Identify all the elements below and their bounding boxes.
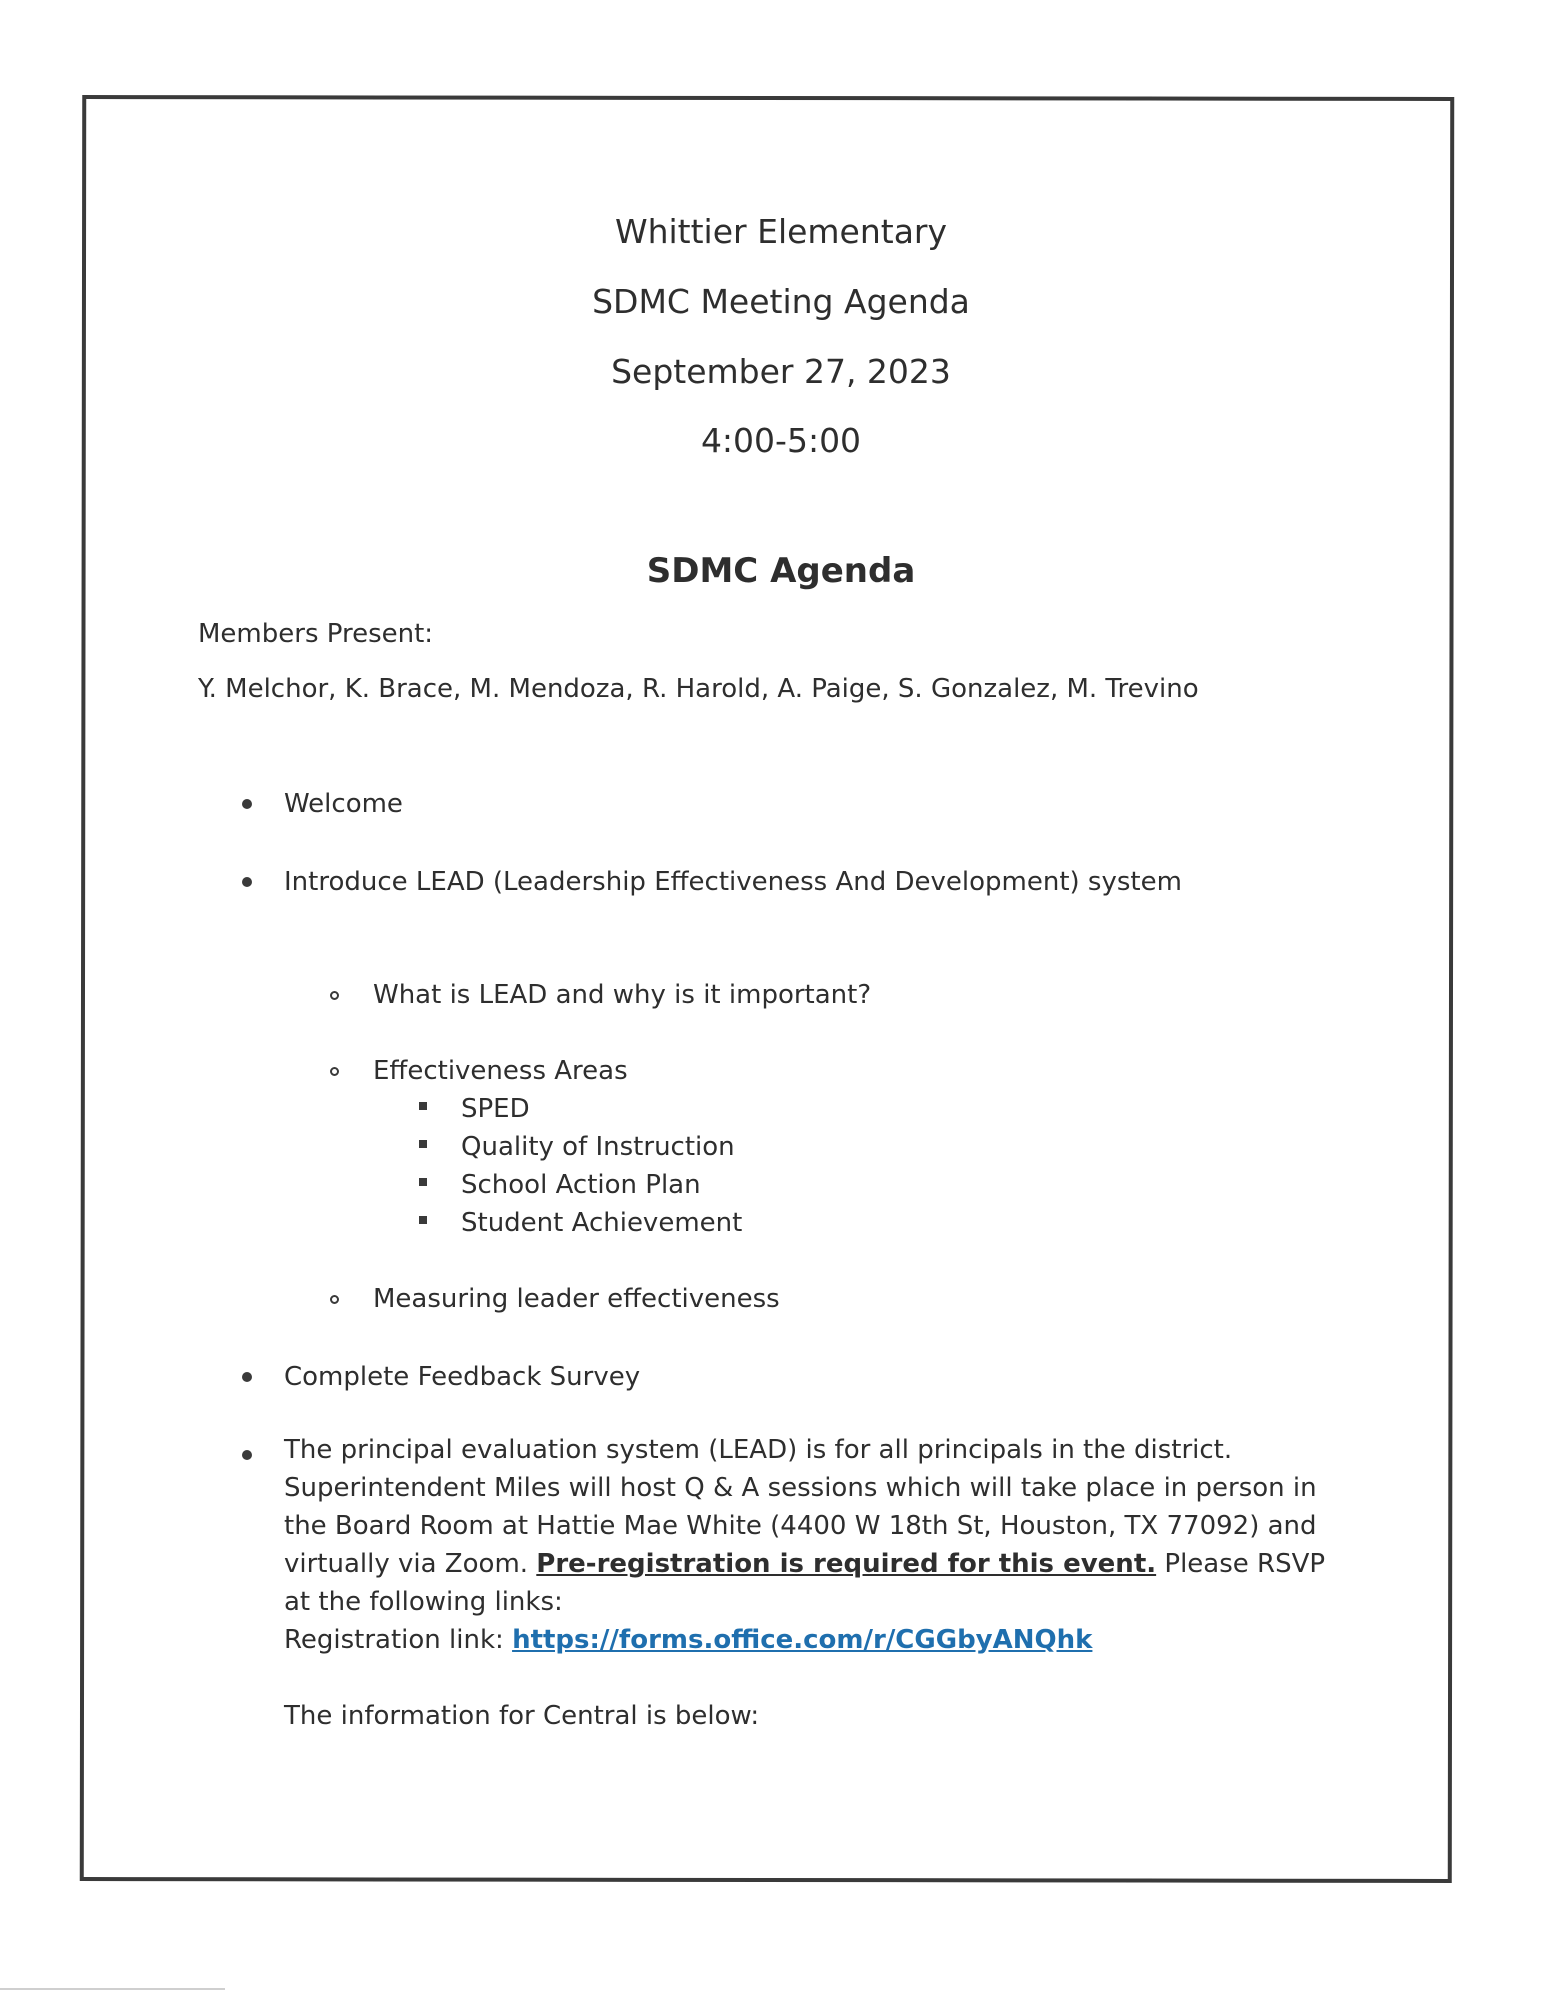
bullet-disc-icon <box>242 799 252 809</box>
registration-link[interactable]: https://forms.office.com/r/CGGbyANQhk <box>512 1625 1093 1655</box>
registration-label: Registration link: <box>284 1625 513 1655</box>
members-names: Y. Melchor, K. Brace, M. Mendoza, R. Harold, A. Paige, S. Gonzalez, M. Trevino <box>198 674 1199 704</box>
bullet-circle-icon <box>330 1295 339 1304</box>
school-name: Whittier Elementary <box>614 212 948 251</box>
bullet-square-icon <box>419 1216 427 1224</box>
item-introduce-lead: Introduce LEAD (Leadership Effectiveness And Development) system <box>284 867 1182 897</box>
lead-info-paragraph <box>284 1431 1344 1735</box>
lead-info-text: The principal evaluation system (LEAD) is for all principals in the district. Superintendent Miles will host Q & A sessions which will take place in person in the Board Room at Hattie Mae White (4400 W 18th St, Houston, TX 77092) and virtually via Zoom. <box>284 1435 1317 1579</box>
bullet-disc-icon <box>242 877 252 887</box>
agenda-title: SDMC Agenda <box>646 551 916 591</box>
bullet-circle-icon <box>330 991 339 1000</box>
meeting-time: 4:00-5:00 <box>700 421 862 460</box>
meeting-date: September 27, 2023 <box>611 352 951 391</box>
members-label: Members Present: <box>198 619 434 649</box>
item-feedback-survey: Complete Feedback Survey <box>284 1362 641 1392</box>
bullet-square-icon <box>419 1178 427 1186</box>
meeting-title: SDMC Meeting Agenda <box>592 282 970 321</box>
scan-artifact-line <box>0 1988 225 1990</box>
rsvp-text: Please RSVP at the following links: <box>284 1549 1326 1617</box>
bullet-disc-icon <box>242 1450 252 1460</box>
area-item: Quality of Instruction <box>461 1132 735 1162</box>
pre-registration-notice: Pre-registration is required for this event. <box>536 1549 1157 1579</box>
bullet-circle-icon <box>330 1067 339 1076</box>
central-info-note: The information for Central is below: <box>284 1701 760 1731</box>
bullet-square-icon <box>419 1140 427 1148</box>
area-item: School Action Plan <box>461 1170 701 1200</box>
area-item: SPED <box>461 1094 530 1124</box>
subitem-what-is-lead: What is LEAD and why is it important? <box>373 980 872 1010</box>
subitem-effectiveness-areas: Effectiveness Areas <box>373 1056 628 1086</box>
bullet-square-icon <box>419 1102 427 1110</box>
area-item: Student Achievement <box>461 1208 743 1238</box>
subitem-measuring: Measuring leader effectiveness <box>373 1284 780 1314</box>
bullet-disc-icon <box>242 1372 252 1382</box>
item-welcome: Welcome <box>284 789 403 819</box>
